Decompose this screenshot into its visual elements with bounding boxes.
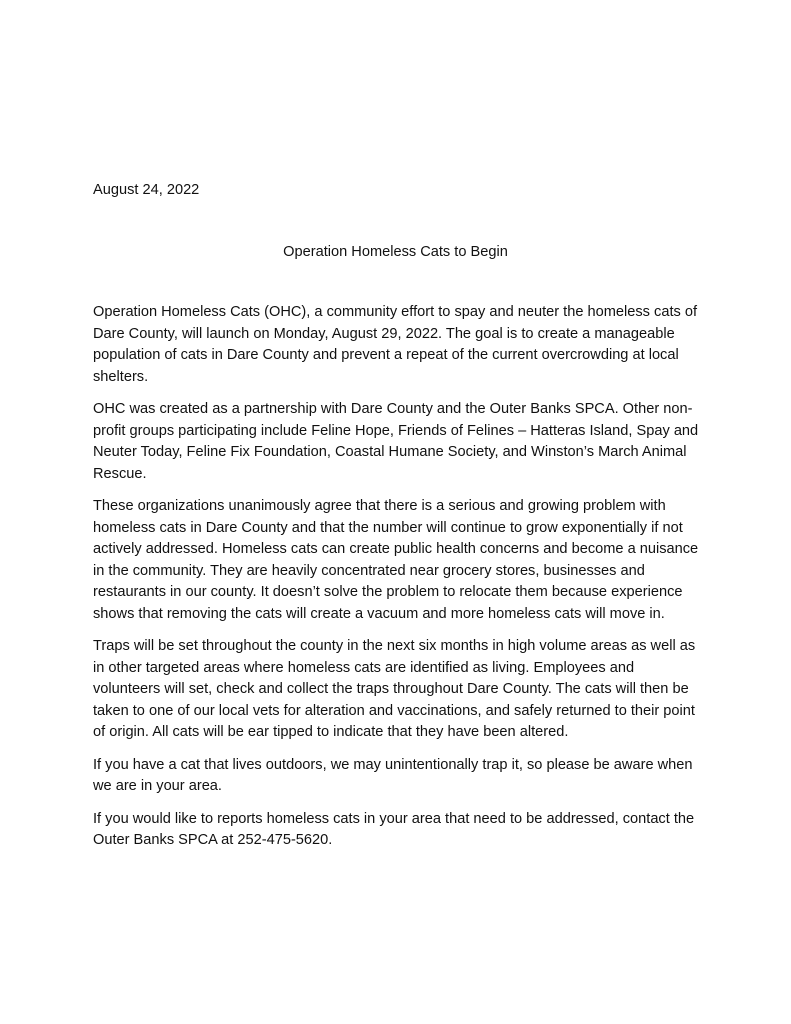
- paragraph-intro: Operation Homeless Cats (OHC), a community effort to spay and neuter the homeless cats of Dare County, will launch on Monday, August 29, 2022. The goal is to create a manageable population of cats in Dare County and prevent a repeat of the current overcrowding at local shelters.: [93, 304, 698, 385]
- paragraph-outdoor-cats: If you have a cat that lives outdoors, we may unintentionally trap it, so please be aware when we are in your area.: [93, 756, 693, 794]
- document-body: [93, 302, 703, 863]
- document-title: Operation Homeless Cats to Begin: [283, 244, 508, 260]
- paragraph-traps: Traps will be set throughout the county in the next six months in high volume areas as well as in other targeted areas where homeless cats are identified as living. Employees and volunteers will set, check and collect the traps throughout Dare County. The cats will then be taken to one of our local vets for alteration and vaccinations, and safely returned to their point of origin. All cats will be ear tipped to indicate that they have been altered.: [93, 638, 696, 740]
- paragraph-problem: These organizations unanimously agree that there is a serious and growing problem with homeless cats in Dare County and that the number will continue to grow exponentially if not actively addressed. Homeless cats can create public health concerns and become a nuisance in the community. They are heavily concentrated near grocery stores, businesses and restaurants in our county. It doesn’t solve the problem to relocate them because experience shows that removing the cats will create a vacuum and more homeless cats will move in.: [93, 498, 699, 622]
- paragraph-contact: If you would like to reports homeless cats in your area that need to be addressed, contact the Outer Banks SPCA at 252-475-5620.: [93, 810, 695, 848]
- paragraph-partnership: OHC was created as a partnership with Dare County and the Outer Banks SPCA. Other non-profit groups participating include Feline Hope, Friends of Felines – Hatteras Island, Spay and Neuter Today, Feline Fix Foundation, Coastal Humane Society, and Winston’s March Animal Rescue.: [93, 401, 699, 482]
- document-date: August 24, 2022: [93, 182, 200, 198]
